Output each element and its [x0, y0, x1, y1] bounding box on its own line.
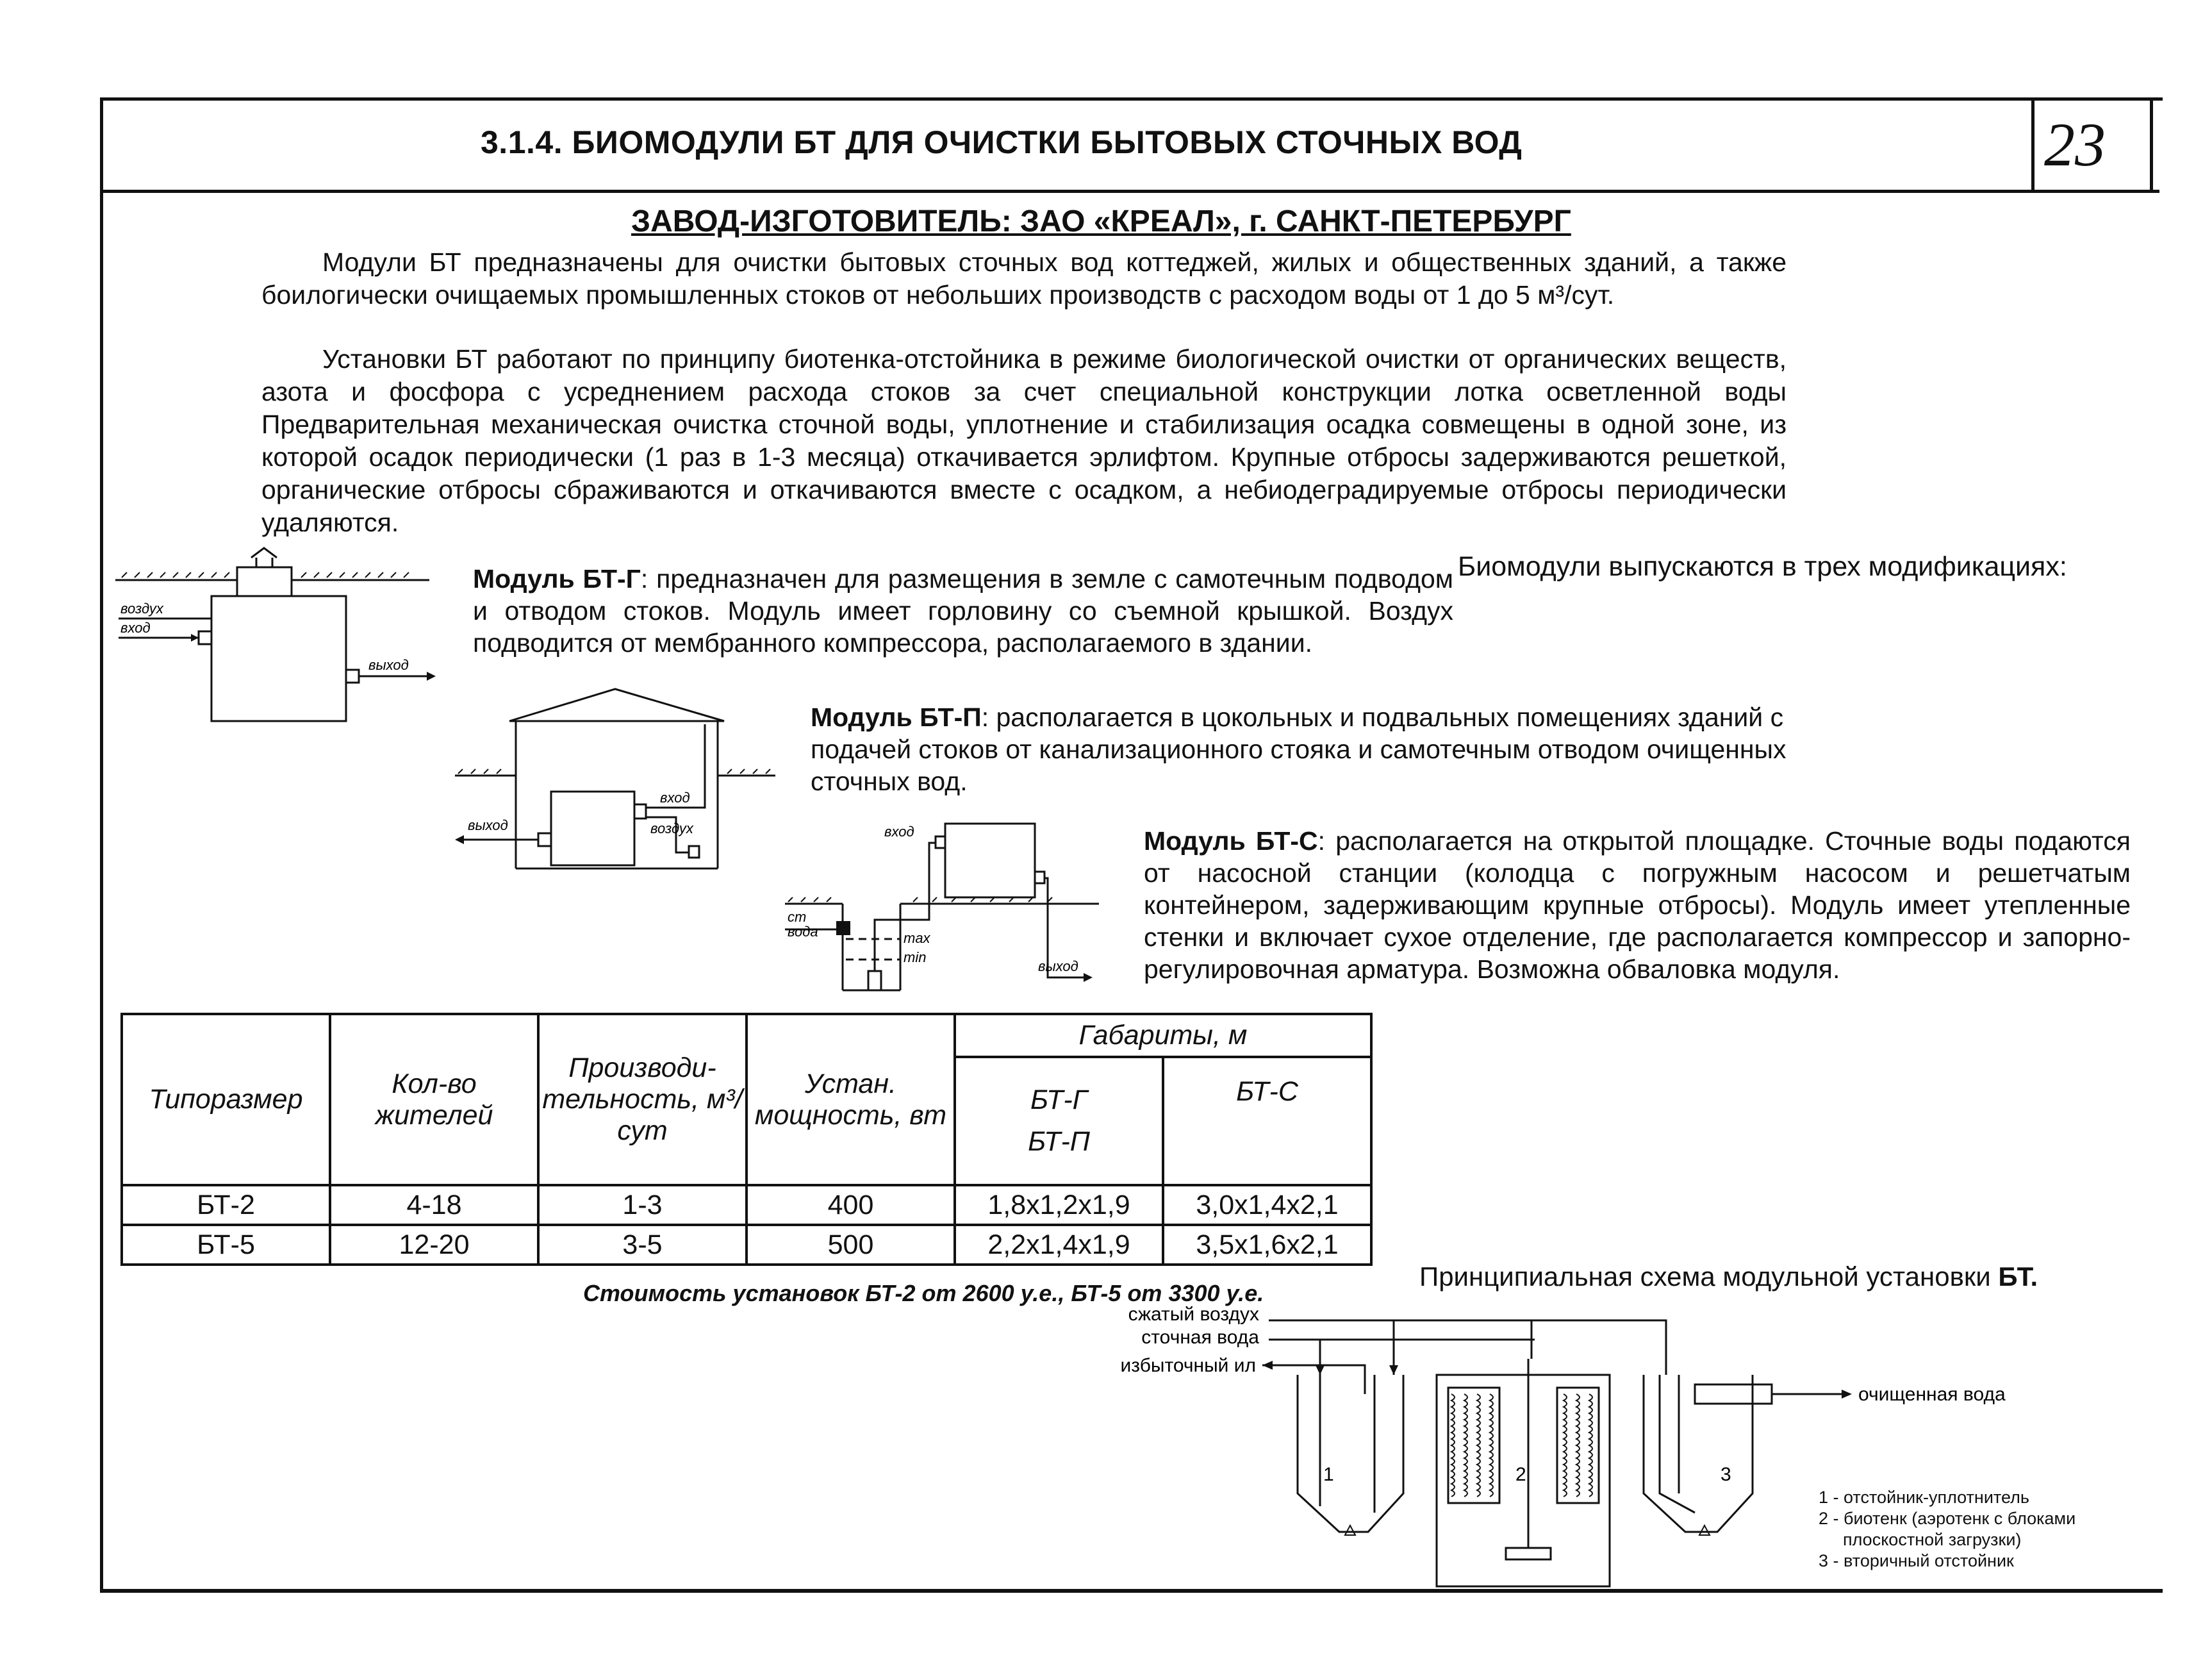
diagram-bt-p-out-label: выход — [468, 817, 508, 833]
schema-clean-label: очищенная вода — [1858, 1384, 2006, 1405]
legend-item: 2 - биотенк (аэротенк с блоками — [1819, 1509, 2076, 1528]
manufacturer-heading: ЗАВОД-ИЗГОТОВИТЕЛЬ: ЗАО «КРЕАЛ», г. САНКТ-ПЕТЕРБУРГ — [631, 204, 1571, 238]
cell-residents: 4-18 — [330, 1185, 538, 1225]
schema-title — [1419, 1261, 2038, 1292]
specifications-table — [120, 1013, 1373, 1266]
diagram-bt-g-air-label: воздух — [120, 601, 163, 617]
cell-size: БТ-2 — [122, 1185, 330, 1225]
cost-note: Стоимость установок БТ-2 от 2600 у.е., БТ-5 от 3300 у.е. — [583, 1280, 1264, 1306]
cell-dims-gp: 2,2х1,4х1,9 — [955, 1225, 1163, 1265]
module-bt-g-name: Модуль БТ-Г — [473, 564, 641, 594]
th-dims-gp-1: БТ-Г — [1030, 1084, 1088, 1115]
cell-dims-s: 3,0х1,4х2,1 — [1163, 1185, 1371, 1225]
intro-paragraph-2: Установки БТ работают по принципу биотенка-отстойника в режиме биологической очистки от органических веществ, азота и фосфора с усреднением расхода стоков за счет специальной конструкции лотка осветленной воды Предварительная механическая очистка сточной воды, уплотнение и стабилизация осадка совмещены в одной зоне, из которой осадок периодически (1 раз в 1-3 месяца) откачивается эрлифтом. Крупные отбросы задерживаются решеткой, органические отбросы сбраживаются и откачиваются вместе с осадком, а небиодеградируемые отбросы периодически удаляются. — [261, 344, 1787, 537]
page-title: 3.1.4. БИОМОДУЛИ БТ ДЛЯ ОЧИСТКИ БЫТОВЫХ СТОЧНЫХ ВОД — [481, 124, 1523, 160]
module-bt-p-text — [811, 701, 1797, 797]
page-number-border — [2150, 97, 2153, 193]
schema-sludge-label: избыточный ил — [1120, 1355, 1256, 1376]
cell-capacity: 1-3 — [538, 1185, 747, 1225]
diagram-bt-s-ww2-label: вода — [788, 924, 818, 940]
diagram-bt-p — [449, 686, 782, 872]
diagram-bt-s — [785, 817, 1105, 1006]
legend-item: плоскостной загрузки) — [1843, 1530, 2022, 1549]
th-capacity: Производи-тельность, м³/сут — [538, 1014, 747, 1185]
cell-capacity: 3-5 — [538, 1225, 747, 1265]
header-divider — [100, 190, 2159, 193]
diagram-bt-s-out-label: выход — [1038, 958, 1078, 974]
diagram-bt-s-min-label: min — [904, 949, 927, 965]
schema-legend — [1819, 1487, 2076, 1572]
schema-title-bold: БТ. — [1998, 1261, 2038, 1292]
th-dims-gp-2: БТ-П — [1028, 1126, 1090, 1157]
diagram-bt-s-ww1-label: ст — [788, 909, 807, 925]
schema-wastewater-label: сточная вода — [1141, 1327, 1259, 1348]
cell-residents: 12-20 — [330, 1225, 538, 1265]
cell-power: 500 — [747, 1225, 955, 1265]
schema-tank-2-number: 2 — [1515, 1464, 1526, 1485]
th-power: Устан. мощность, вт — [747, 1014, 955, 1185]
diagram-bt-p-air-label: воздух — [650, 820, 693, 836]
diagram-bt-s-max-label: max — [904, 930, 930, 946]
cell-size: БТ-5 — [122, 1225, 330, 1265]
module-bt-g-text — [473, 563, 1453, 659]
page-number-divider — [2031, 97, 2035, 193]
schema-air-label: сжатый воздух — [1128, 1304, 1259, 1325]
legend-item: 3 - вторичный отстойник — [1819, 1551, 2014, 1570]
table-row — [122, 1185, 1371, 1225]
th-dims-gp — [955, 1057, 1163, 1185]
intro-paragraph-1: Модули БТ предназначены для очистки бытовых сточных вод коттеджей, жилых и общественных зданий, а также боилогически очищаемых промышленных стоков от небольших производств с расходом воды от 1 до 5 м³/сут. — [261, 247, 1787, 310]
page-number: 23 — [2044, 110, 2106, 179]
th-size: Типоразмер — [122, 1014, 330, 1185]
module-bt-s-desc: : располагается на открытой площадке. Сточные воды подаются от насосной станции (колодца с погружным насосом и решетчатым контейнером, задерживающим крупные отбросы). Модуль имеет утепленные стенки и включает сухое отделение, где располагается компрессор и запорно-регулировочная арматура. Возможна обваловка модуля. — [1144, 826, 2131, 984]
diagram-bt-s-in-label: вход — [884, 824, 914, 840]
module-bt-p-desc: : располагается в цокольных и подвальных помещениях зданий с подачей стоков от канализационного стояка и самотечным отводом очищенных сточных вод. — [811, 702, 1787, 796]
th-residents: Кол-во жителей — [330, 1014, 538, 1185]
diagram-bt-g — [115, 542, 449, 734]
legend-item: 1 - отстойник-уплотнитель — [1819, 1488, 2029, 1507]
module-bt-p-name: Модуль БТ-П — [811, 702, 982, 732]
cell-dims-s: 3,5х1,6х2,1 — [1163, 1225, 1371, 1265]
modifications-intro: Биомодули выпускаются в трех модификациях: — [1458, 551, 2067, 582]
table-row — [122, 1225, 1371, 1265]
schema-tank-1-number: 1 — [1323, 1464, 1334, 1485]
diagram-bt-g-out-label: выход — [368, 657, 409, 673]
th-dims: Габариты, м — [955, 1014, 1371, 1057]
module-bt-g-desc: : предназначен для размещения в земле с самотечным подводом и отводом стоков. Модуль имеет горловину со съемной крышкой. Воздух подводится от мембранного компрессора, располагаемого в здании. — [473, 564, 1453, 658]
cell-power: 400 — [747, 1185, 955, 1225]
module-bt-s-text — [1144, 825, 2131, 985]
module-bt-s-name: Модуль БТ-С — [1144, 826, 1318, 856]
schema-title-text: Принципиальная схема модульной установки — [1419, 1261, 1999, 1292]
schema-tank-3-number: 3 — [1721, 1464, 1731, 1485]
th-dims-s: БТ-С — [1163, 1057, 1371, 1185]
cell-dims-gp: 1,8х1,2х1,9 — [955, 1185, 1163, 1225]
diagram-bt-g-in-label: вход — [120, 620, 151, 636]
diagram-bt-p-in-label: вход — [660, 790, 690, 806]
